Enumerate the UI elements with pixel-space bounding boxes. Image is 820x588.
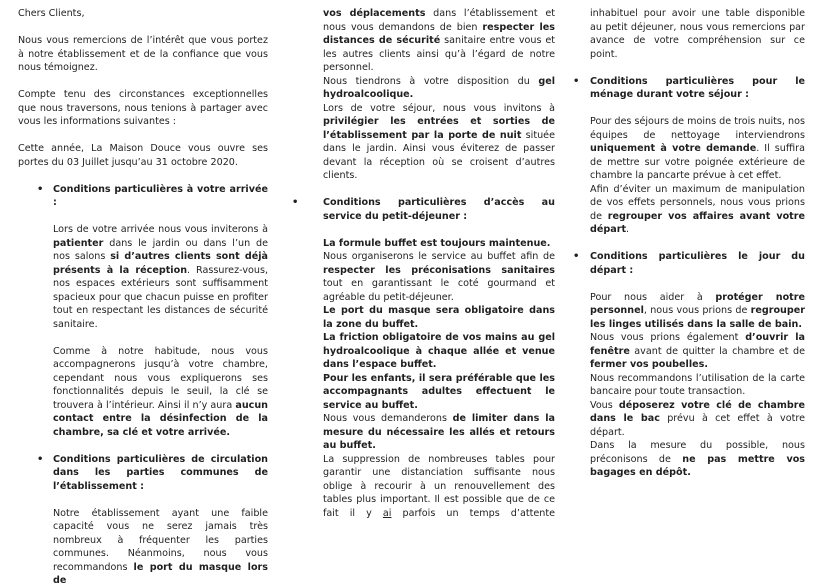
paragraph xyxy=(590,115,805,183)
text-segment: respecter les préconisations sanitaires xyxy=(323,264,555,276)
text-segment: Conditions particulières pour le ménage durant votre séjour : xyxy=(590,75,805,100)
text-segment: Conditions particulières d’accès au service du petit-déjeuner : xyxy=(323,197,555,222)
text-segment: vos déplacements xyxy=(323,8,426,19)
text-segment: ne pas mettre vos bagages en dépôt. xyxy=(590,453,805,478)
text-segment: ai xyxy=(382,507,392,519)
text-segment: si d’autres clients sont déjà présents à la réception xyxy=(53,251,268,276)
paragraph xyxy=(18,7,268,21)
text-segment: Conditions particulières de circulation dans les parties communes de l’établissement : xyxy=(53,453,268,492)
paragraph xyxy=(323,75,555,102)
text-segment: sanitaire entre vous et les autres clients ainsi qu’à l’égard de notre personnel. xyxy=(323,35,556,73)
paragraph xyxy=(323,7,555,75)
paragraph xyxy=(323,102,555,183)
text-segment: . xyxy=(626,224,630,235)
text-segment: Lors de votre arrivée nous vous inviterons à xyxy=(53,224,268,235)
bullet-icon: • xyxy=(37,453,44,465)
text-segment: Nous recommandons l’utilisation de la carte bancaire pour toute transaction. xyxy=(590,372,805,397)
paragraph xyxy=(18,142,268,169)
text-segment: dans le jardin ou dans l’un de nos salons xyxy=(53,237,268,262)
bullet-item xyxy=(37,183,268,210)
bullet-item xyxy=(573,75,805,102)
text-segment: Nous tiendrons à votre disposition du xyxy=(323,75,539,87)
text-segment: déposerez votre clé de chambre dans le bac xyxy=(590,399,805,424)
text-segment: Chers Clients, xyxy=(18,8,85,19)
text-segment: de limiter dans la mesure du nécessaire les allés et retours au buffet. xyxy=(323,413,555,451)
bullet-icon: • xyxy=(573,251,580,262)
text-segment: le port du masque lors de xyxy=(53,561,268,586)
text-segment: inhabituel pour avoir une table disponible au petit déjeuner, nous vous remercions par avance de votre compréhension sur ce point. xyxy=(590,8,805,60)
text-segment: regrouper les linges utilisés dans la salle de bain. xyxy=(590,305,805,330)
bullet-text xyxy=(53,183,268,210)
text-segment: privilégier les entrées et sorties de l’établissement par la porte de nuit xyxy=(323,116,555,141)
text-segment: gel hydroalcoolique. xyxy=(323,75,555,100)
text-segment: Cette année, La Maison Douce vous ouvre ses portes du 03 Juillet jusqu’au 31 octobre 2020. xyxy=(18,143,268,168)
text-segment: Pour les enfants, il sera préférable que les accompagnants adultes effectuent le service au buffet. xyxy=(323,372,555,411)
paragraph xyxy=(323,250,555,304)
paragraph xyxy=(323,412,555,453)
text-segment: respecter les distances de sécurité xyxy=(323,21,555,46)
paragraph xyxy=(590,399,805,440)
paragraph xyxy=(18,88,268,129)
paragraph xyxy=(590,291,805,332)
bullet-icon: • xyxy=(573,75,580,87)
bullet-text xyxy=(53,453,268,494)
bullet-text xyxy=(590,250,805,277)
paragraph xyxy=(590,7,805,61)
text-segment: La formule buffet est toujours maintenue. xyxy=(323,237,551,249)
text-segment: parfois un temps d’attente xyxy=(391,507,555,519)
text-segment: avant de quitter la chambre et de xyxy=(629,345,805,357)
text-segment: Nous vous prions également xyxy=(590,332,746,343)
bullet-text xyxy=(323,196,555,223)
text-segment: prévu à cet effet à votre départ. xyxy=(590,413,805,438)
text-segment: située dans le jardin. Ainsi vous éviterez de passer devant la réception où se croisent d’autres clients. xyxy=(323,129,555,181)
text-segment: Vous xyxy=(590,399,619,411)
text-segment: aucun contact entre la désinfection de la chambre, sa clé et votre arrivée. xyxy=(53,399,268,438)
paragraph xyxy=(323,331,555,372)
text-segment: Nous vous remercions de l’intérêt que vous portez à notre établissement et de la confiance que vous nous témoignez. xyxy=(18,35,268,73)
text-segment: , nous vous prions de xyxy=(643,305,751,316)
text-segment: Conditions particulières à votre arrivée : xyxy=(53,183,268,208)
paragraph xyxy=(590,372,805,399)
text-segment: Compte tenu des circonstances exceptionnelles que nous traversons, nous tenions à partager avec vous les informations suivantes : xyxy=(18,89,268,127)
text-segment: Conditions particulières le jour du départ : xyxy=(590,251,805,276)
text-segment: Afin d’éviter un maximum de manipulation de vos effets personnels, nous vous prions de xyxy=(590,183,805,222)
text-segment: . Il suffira de mettre sur votre poignée extérieure de chambre la pancarte prévue à cet effet. xyxy=(590,143,805,181)
bullet-item xyxy=(37,453,268,494)
text-segment: Pour nous aider à xyxy=(590,291,716,303)
text-column-1 xyxy=(18,7,268,588)
paragraph xyxy=(323,304,555,331)
text-segment: Dans la mesure du possible, nous préconisons de xyxy=(590,440,805,465)
text-column-3 xyxy=(573,7,805,480)
text-segment: Le port du masque sera obligatoire dans la zone du buffet. xyxy=(323,305,555,330)
paragraph xyxy=(323,372,555,413)
text-column-2 xyxy=(290,7,555,520)
bullet-icon: • xyxy=(292,197,299,208)
text-segment: tout en garantissant le coté gourmand et agréable du petit-déjeuner. xyxy=(323,278,555,303)
text-segment: uniquement à votre demande xyxy=(590,143,757,154)
text-segment: protéger notre personnel xyxy=(590,291,805,316)
text-segment: Pour des séjours de moins de trois nuits, nos équipes de nettoyage interviendrons xyxy=(590,116,805,141)
paragraph xyxy=(53,223,268,331)
text-segment: patienter xyxy=(53,237,104,249)
text-segment: dans l’établissement et nous vous demandons de bien xyxy=(323,8,555,33)
paragraph xyxy=(323,453,555,521)
paragraph xyxy=(590,439,805,480)
text-segment: fermer vos poubelles. xyxy=(590,359,708,370)
text-segment: regrouper vos affaires avant votre départ xyxy=(590,210,805,235)
paragraph xyxy=(53,345,268,440)
text-segment: Lors de votre séjour, nous vous invitons à xyxy=(323,102,555,114)
bullet-text xyxy=(590,75,805,102)
text-segment: Nous organiserons le service au buffet afin de xyxy=(323,251,555,262)
text-segment: Comme à notre habitude, nous vous accompagnerons jusqu’à votre chambre, cependant nous vous expliquerons ses fonctionnalités depuis le seuil, la clé se trouvera à l’intérieur. Ainsi il n’y aura xyxy=(53,345,268,411)
paragraph xyxy=(18,34,268,75)
bullet-item xyxy=(573,250,805,277)
paragraph xyxy=(590,331,805,372)
text-segment: La suppression de nombreuses tables pour garantir une distanciation suffisante nous oblige à recourir à un renouvellement des tables plus important. Il est possible que de ce fait il y xyxy=(323,453,555,519)
text-segment: La friction obligatoire de vos mains au gel hydroalcoolique à chaque allée et venue dans l’espace buffet. xyxy=(323,332,555,370)
paragraph xyxy=(323,237,555,251)
bullet-icon: • xyxy=(37,183,44,195)
text-segment: . Rassurez-vous, nos espaces extérieurs sont suffisamment spacieux pour que chacun puisse en profiter tout en respectant les distances de sécurité sanitaire. xyxy=(53,264,268,330)
paragraph xyxy=(53,507,268,588)
text-segment: Nous vous demanderons xyxy=(323,413,453,424)
text-segment: Notre établissement ayant une faible capacité vous ne serez jamais très nombreux à fréquenter les parties communes. Néanmoins, nous vous recommandons xyxy=(53,507,268,573)
text-segment: d’ouvrir la fenêtre xyxy=(590,332,805,357)
paragraph xyxy=(590,183,805,237)
bullet-item xyxy=(292,196,555,223)
